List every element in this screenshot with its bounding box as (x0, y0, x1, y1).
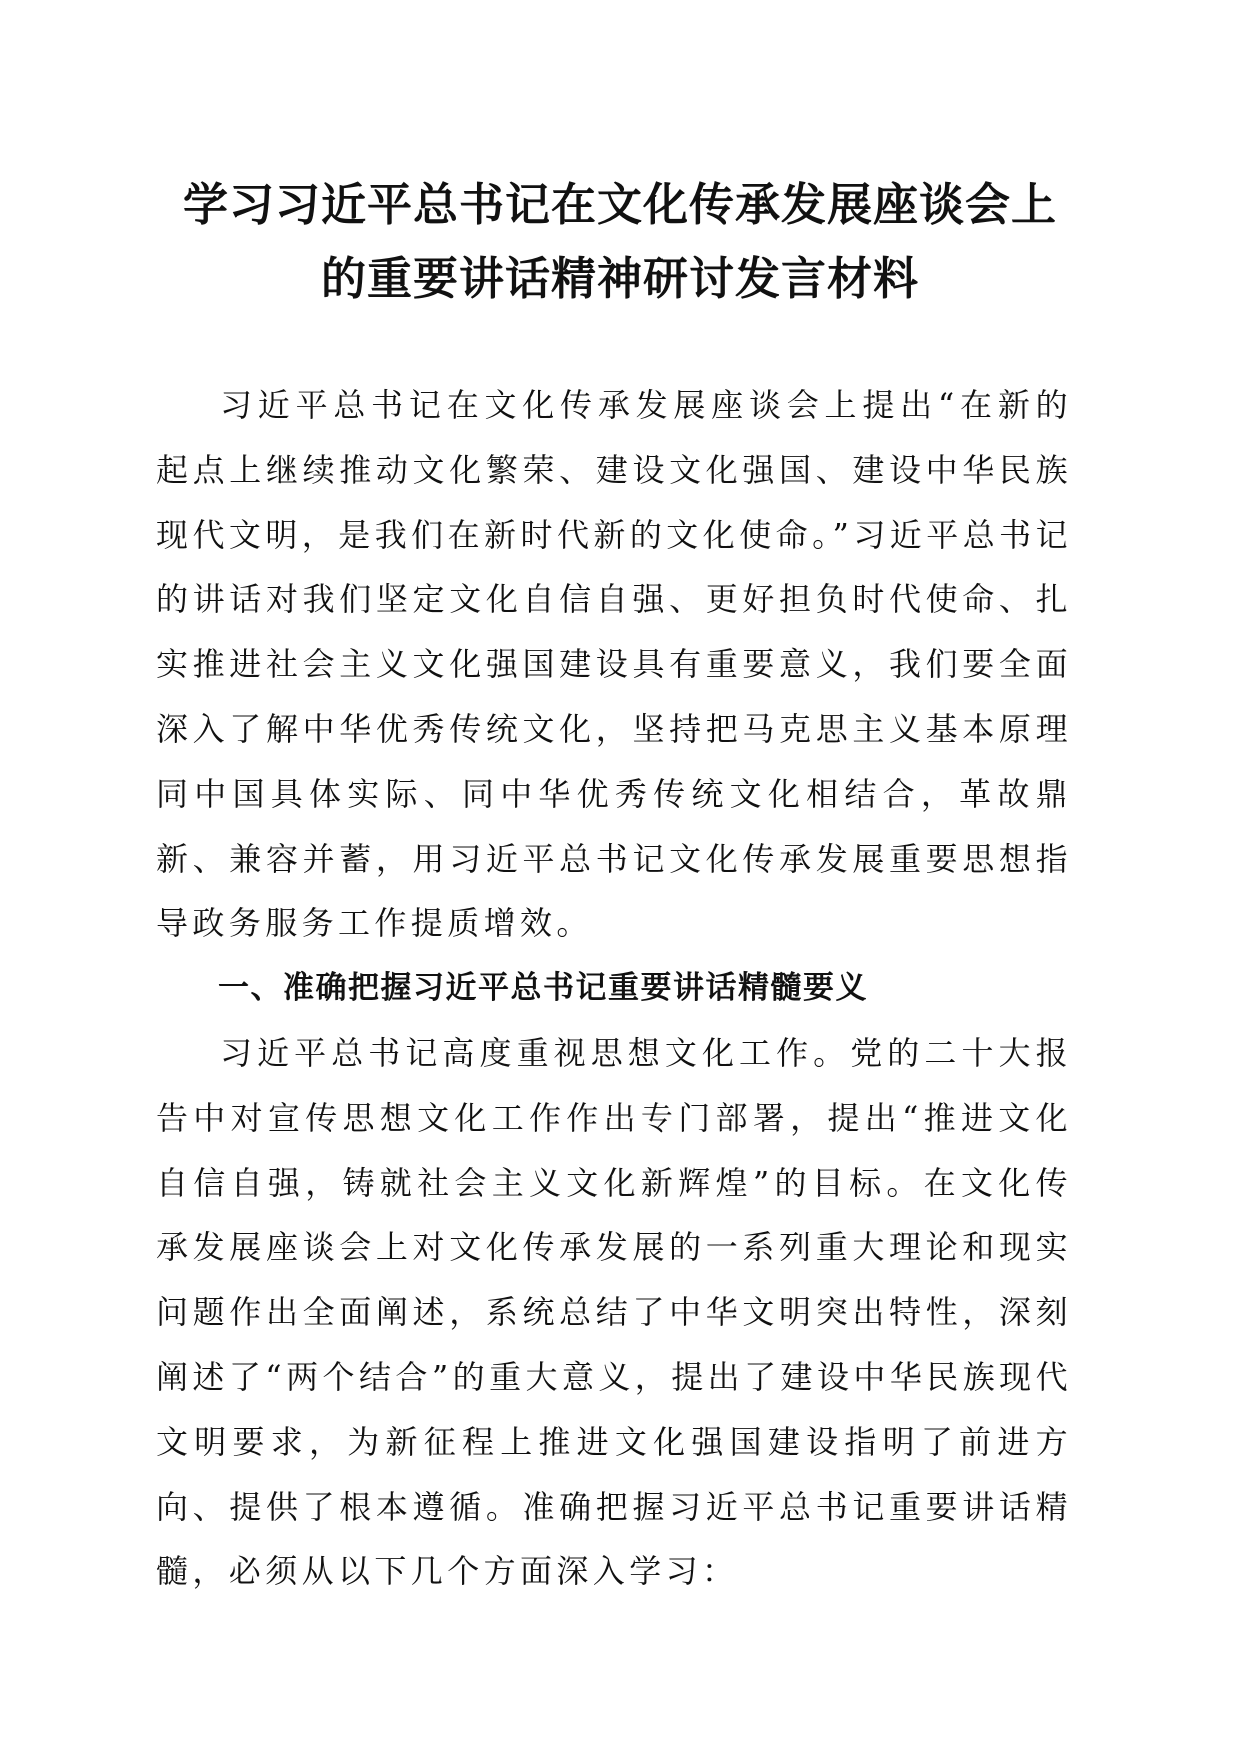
intro-paragraph: 习近平总书记在文化传承发展座谈会上提出“在新的起点上继续推动文化繁荣、建设文化强国、建设中华民族现代文明，是我们在新时代新的文化使命。”习近平总书记的讲话对我们坚定文化自信自强、更好担负时代使命、扎实推进社会主义文化强国建设具有重要意义，我们要全面深入了解中华优秀传统文化，坚持把马克思主义基本原理同中国具体实际、同中华优秀传统文化相结合，革故鼎新、兼容并蓄，用习近平总书记文化传承发展重要思想指导政务服务工作提质增效。 (156, 386, 1072, 943)
title-line-2: 的重要讲话精神研讨发言材料 (320, 252, 919, 305)
section-heading-1: 一、准确把握习近平总书记重要讲话精髓要义 (218, 970, 868, 1007)
section-1-paragraph: 习近平总书记高度重视思想文化工作。党的二十大报告中对宣传思想文化工作作出专门部署，提出“推进文化自信自强，铸就社会主义文化新辉煌”的目标。在文化传承发展座谈会上对文化传承发展的一系列重大理论和现实问题作出全面阐述，系统总结了中华文明突出特性，深刻阐述了“两个结合”的重大意义，提出了建设中华民族现代文明要求，为新征程上推进文化强国建设指明了前进方向、提供了根本遵循。准确把握习近平总书记重要讲话精髓，必须从以下几个方面深入学习： (156, 1033, 1072, 1591)
document-body (156, 373, 1072, 1604)
title-line-1: 学习习近平总书记在文化传承发展座谈会上 (182, 178, 1057, 231)
document-title (150, 168, 1090, 316)
